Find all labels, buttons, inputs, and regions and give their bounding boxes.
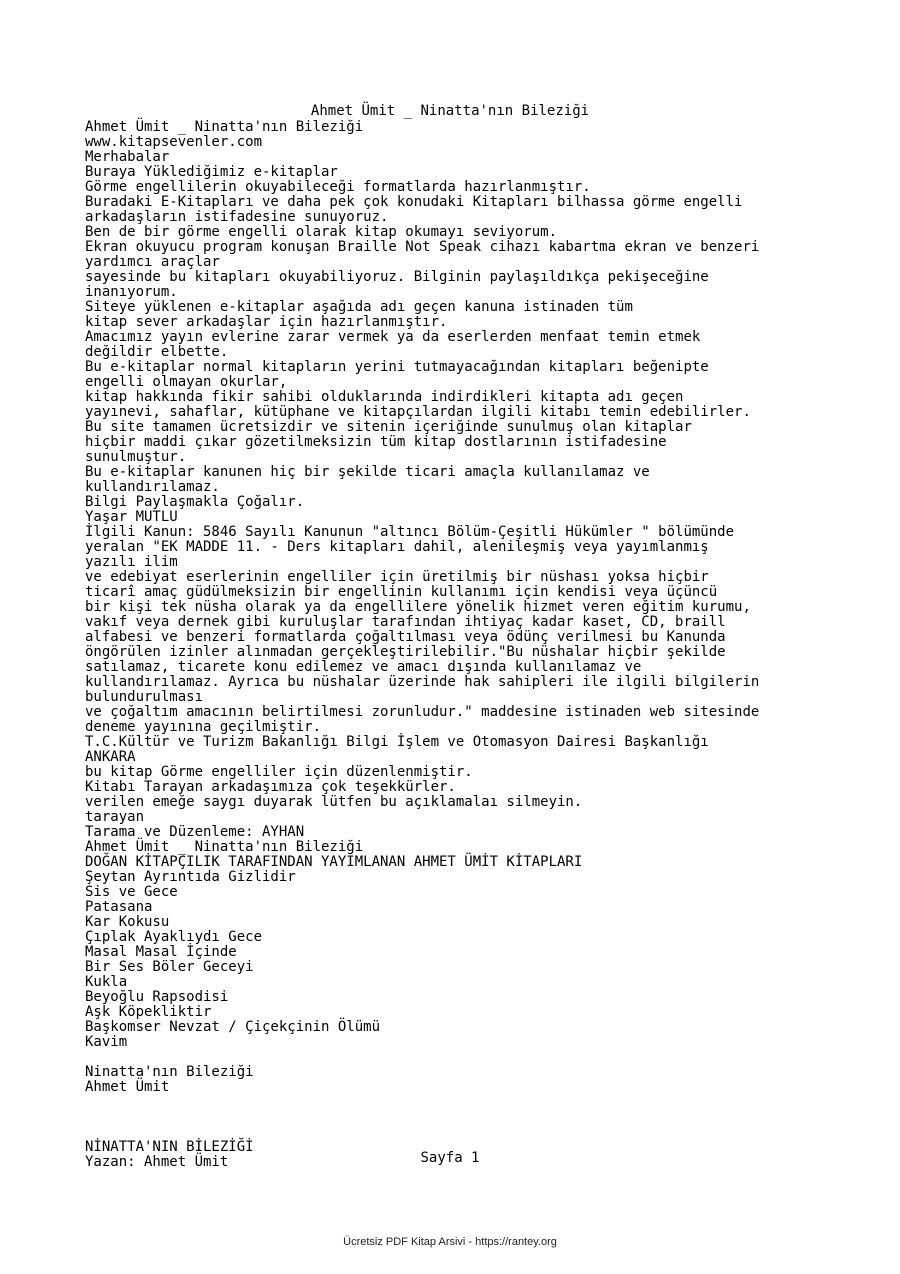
text-line: vakıf veya dernek gibi kuruluşlar tarafından ihtiyaç kadar kaset, CD, braill	[85, 614, 726, 630]
text-line: Şeytan Ayrıntıda Gizlidir	[85, 869, 296, 885]
text-line: Sis ve Gece	[85, 884, 178, 900]
text-line: Bu e-kitaplar kanunen hiç bir şekilde ticari amaçla kullanılamaz ve	[85, 464, 650, 480]
text-line: Kukla	[85, 974, 128, 990]
text-line: kitap hakkında fikir sahibi olduklarında indirdikleri kitapta adı geçen	[85, 389, 684, 405]
text-line: Ben de bir görme engelli olarak kitap okumayı seviyorum.	[85, 224, 558, 240]
text-line: DOĞAN KİTAPÇILIK TARAFINDAN YAYIMLANAN AHMET ÜMİT KİTAPLARI	[85, 854, 583, 870]
text-line: Kitabı Tarayan arkadaşımıza çok teşekkürler.	[85, 779, 456, 795]
text-line: Kavim	[85, 1034, 128, 1050]
blank-line	[85, 1110, 845, 1125]
text-line: satılamaz, ticarete konu edilemez ve amacı dışında kullanılamaz ve	[85, 659, 642, 675]
text-line: Beyoğlu Rapsodisi	[85, 989, 229, 1005]
text-line: Masal Masal İçinde	[85, 944, 237, 960]
document-body	[85, 120, 845, 1170]
text-line: Ahmet Ümit _ Ninatta'nın Bileziği	[85, 119, 364, 135]
text-line: kullandırılamaz. Ayrıca bu nüshalar üzerinde hak sahipleri ile ilgili bilgilerin	[85, 674, 760, 690]
text-line: bir kişi tek nüsha olarak ya da engellilere yönelik hizmet veren eğitim kurumu,	[85, 599, 751, 615]
text-line: ve edebiyat eserlerinin engelliler için üretilmiş bir nüshası yoksa hiçbir	[85, 569, 709, 585]
text-line: arkadaşların istifadesine sunuyoruz.	[85, 209, 389, 225]
page-number: Sayfa 1	[420, 1150, 480, 1166]
text-line: verilen emeğe saygı duyarak lütfen bu açıklamalaı silmeyin.	[85, 794, 583, 810]
text-line: sunulmuştur.	[85, 449, 187, 465]
text-line: Bu e-kitaplar normal kitapların yerini tutmayacağından kitapları beğenipte	[85, 359, 709, 375]
text-line: Aşk Köpekliktir	[85, 1004, 212, 1020]
text-line: yayınevi, sahaflar, kütüphane ve kitapçılardan ilgili kitabı temin edebilirler.	[85, 404, 751, 420]
text-line: kitap sever arkadaşlar için hazırlanmıştır.	[85, 314, 448, 330]
text-line: www.kitapsevenler.com	[85, 134, 263, 150]
text-line: Patasana	[85, 899, 153, 915]
text-line: yardımcı araçlar	[85, 254, 220, 270]
text-line: Kar Kokusu	[85, 914, 170, 930]
text-line: bulundurulması	[85, 689, 204, 705]
text-line: T.C.Kültür ve Turizm Bakanlığı Bilgi İşlem ve Otomasyon Dairesi Başkanlığı	[85, 734, 709, 750]
text-line: tarayan	[85, 809, 145, 825]
blank-line	[85, 1050, 845, 1065]
text-line: İlgili Kanun: 5846 Sayılı Kanunun "altıncı Bölüm-Çeşitli Hükümler " bölümünde	[85, 524, 735, 540]
text-line: Yaşar MUTLU	[85, 509, 178, 525]
text-line: hiçbir maddi çıkar gözetilmeksizin tüm kitap dostlarının istifadesine	[85, 434, 667, 450]
text-line: engelli olmayan okurlar,	[85, 374, 288, 390]
text-line: Amacımız yayın evlerine zarar vermek ya da eserlerden menfaat temin etmek	[85, 329, 701, 345]
text-line: Siteye yüklenen e-kitaplar aşağıda adı geçen kanuna istinaden tüm	[85, 299, 633, 315]
text-line: deneme yayınına geçilmiştir.	[85, 719, 322, 735]
text-line: yazılı ilim	[85, 554, 178, 570]
text-line: bu kitap Görme engelliler için düzenlenmiştir.	[85, 764, 473, 780]
text-line: yeralan "EK MADDE 11. - Ders kitapları dahil, alenileşmiş veya yayımlanmış	[85, 539, 709, 555]
text-line: Ninatta'nın Bileziği	[85, 1064, 254, 1080]
text-line: inanıyorum.	[85, 284, 178, 300]
text-line: Görme engellilerin okuyabileceği formatlarda hazırlanmıştır.	[85, 179, 591, 195]
text-line: Ahmet Ümit _ Ninatta'nın Bileziği	[85, 839, 364, 855]
page-header: Ahmet Ümit _ Ninatta'nın Bileziği	[310, 103, 590, 119]
text-line: Ekran okuyucu program konuşan Braille Not Speak cihazı kabartma ekran ve benzeri	[85, 239, 760, 255]
text-line: ticarî amaç güdülmeksizin bir engellinin kullanımı için kendisi veya üçüncü	[85, 584, 718, 600]
text-line: Yazan: Ahmet Ümit	[85, 1154, 229, 1170]
blank-line	[85, 1095, 845, 1110]
text-line: öngörülen izinler alınmadan gerçekleştirilebilir."Bu nüshalar hiçbir şekilde	[85, 644, 726, 660]
blank-line	[85, 1125, 845, 1140]
text-line: değildir elbette.	[85, 344, 229, 360]
text-line: alfabesi ve benzeri formatlarda çoğaltılması veya ödünç verilmesi bu Kanunda	[85, 629, 726, 645]
text-line: kullandırılamaz.	[85, 479, 220, 495]
text-line: sayesinde bu kitapları okuyabiliyoruz. Bilginin paylaşıldıkça pekişeceğine	[85, 269, 709, 285]
text-line: Bu site tamamen ücretsizdir ve sitenin içeriğinde sunulmuş olan kitaplar	[85, 419, 692, 435]
text-line: Merhabalar	[85, 149, 170, 165]
text-line: Tarama ve Düzenleme: AYHAN	[85, 824, 305, 840]
text-line: ANKARA	[85, 749, 136, 765]
text-line: Bir Ses Böler Geceyi	[85, 959, 254, 975]
text-line: Buraya Yüklediğimiz e-kitaplar	[85, 164, 338, 180]
text-line: Ahmet Ümit	[85, 1079, 170, 1095]
text-line: Başkomser Nevzat / Çiçekçinin Ölümü	[85, 1019, 381, 1035]
text-line: Bilgi Paylaşmakla Çoğalır.	[85, 494, 305, 510]
text-line: Çıplak Ayaklıydı Gece	[85, 929, 263, 945]
footer-text: Ücretsiz PDF Kitap Arsivi - https://rantey.org	[343, 1236, 557, 1248]
text-line: ve çoğaltım amacının belirtilmesi zorunludur." maddesine istinaden web sitesinde	[85, 704, 760, 720]
text-line: Buradaki E-Kitapları ve daha pek çok konudaki Kitapları bilhassa görme engelli	[85, 194, 743, 210]
text-line: NİNATTA'NIN BİLEZİĞİ	[85, 1139, 254, 1155]
